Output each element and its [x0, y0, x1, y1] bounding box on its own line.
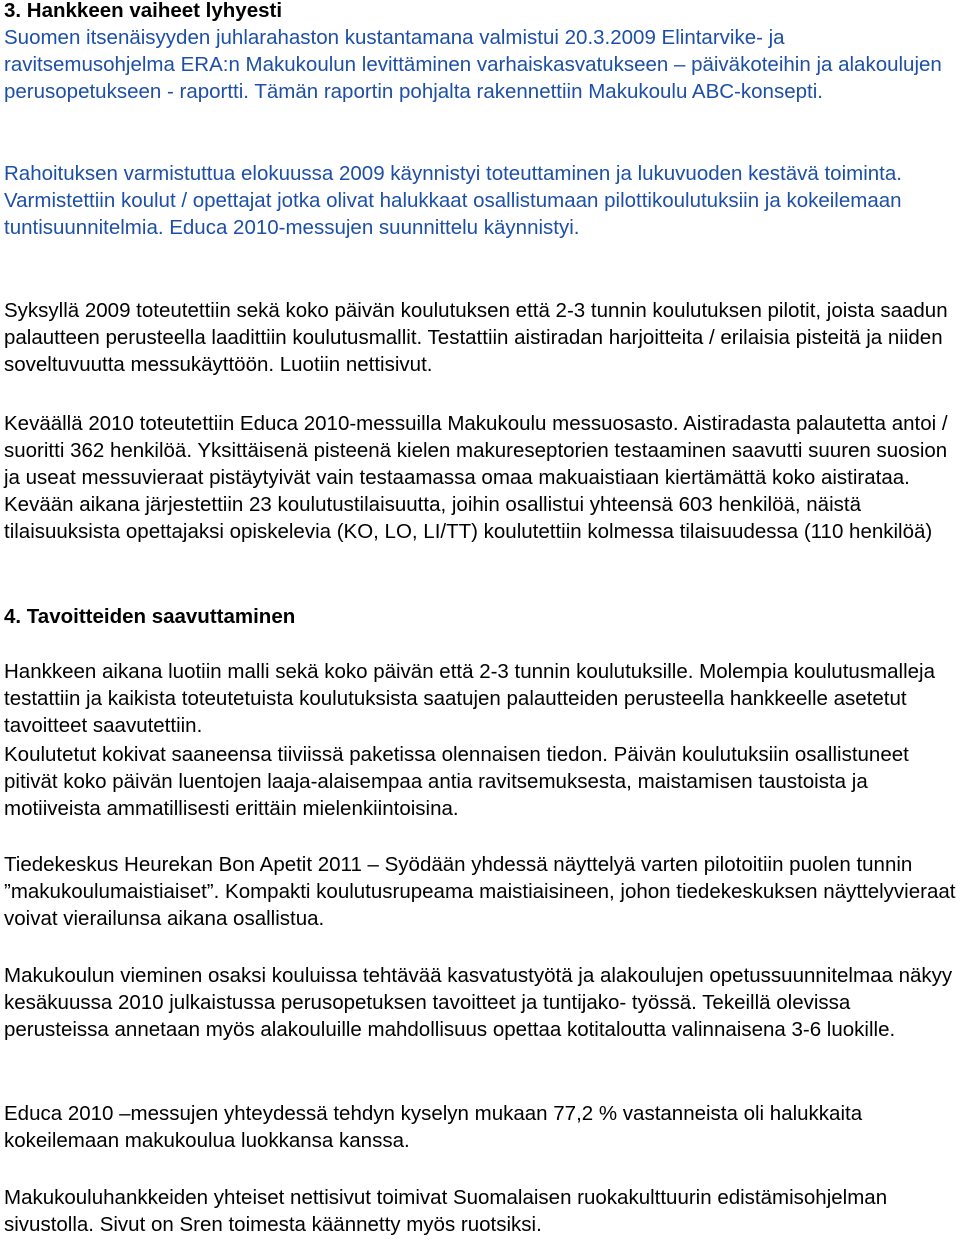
section-4-paragraph-6: Makukouluhankkeiden yhteiset nettisivut toimivat Suomalaisen ruokakulttuurin edistämisohjelman sivustolla. Sivut on Sren toimesta käännetty myös ruotsiksi.: [4, 1186, 888, 1236]
section-4-paragraph-4: Makukoulun vieminen osaksi kouluissa tehtävää kasvatustyötä ja alakoulujen opetussuunnitelmaa näkyy kesäkuussa 2010 julkaistussa perusopetuksen tavoitteet ja tuntijako- työssä. Tekeillä olevissa perusteissa annetaan myös alakouluille mahdollisuus opettaa kotitaloutta valinnaisena 3-6 luokille.: [4, 964, 953, 1041]
section-4-paragraph-3: Tiedekeskus Heurekan Bon Apetit 2011 – Syödään yhdessä näyttelyä varten pilotoitiin puolen tunnin ”makukoulumaistiaiset”. Kompakti koulutusrupeama maistiaisineen, johon tiedekeskuksen näyttelyvieraat voivat vierailunsa aikana osallistua.: [4, 853, 956, 930]
section-4-paragraph-5: Educa 2010 –messujen yhteydessä tehdyn kyselyn mukaan 77,2 % vastanneista oli halukkaita kokeilemaan makukoulua luokkansa kanssa.: [4, 1102, 863, 1152]
section-4-heading: 4. Tavoitteiden saavuttaminen: [4, 605, 296, 628]
section-4-paragraph-2: Koulutetut kokivat saaneensa tiiviissä paketissa olennaisen tiedon. Päivän koulutuksiin osallistuneet pitivät koko päivän luentojen laaja-alaisempaa antia ravitsemuksesta, maistamisen taustoista ja motiiveista ammatillisesti erittäin mielenkiintoisina.: [4, 743, 909, 820]
section-3-paragraph-2: Rahoituksen varmistuttua elokuussa 2009 käynnistyi toteuttaminen ja lukuvuoden kestävä toiminta. Varmistettiin koulut / opettajat jotka olivat halukkaat osallistumaan pilottikoulutuksiin ja kokeilemaan tuntisuunnitelmia. Educa 2010-messujen suunnittelu käynnistyi.: [4, 162, 902, 239]
section-3-paragraph-1: Suomen itsenäisyyden juhlarahaston kustantamana valmistui 20.3.2009 Elintarvike- ja ravitsemusohjelma ERA:n Makukoulun levittäminen varhaiskasvatukseen – päiväkoteihin ja alakoulujen perusopetukseen - raportti. Tämän raportin pohjalta rakennettiin Makukoulu ABC-konsepti.: [4, 26, 942, 103]
section-3-paragraph-4: Keväällä 2010 toteutettiin Educa 2010-messuilla Makukoulu messuosasto. Aistiradasta palautetta antoi / suoritti 362 henkilöä. Yksittäisenä pisteenä kielen makureseptorien testaaminen saavutti suuren suosion ja useat messuvieraat pistäytyivät vain testaamassa omaa makuaistiaan kiertämättä koko aistirataa. Kevään aikana järjestettiin 23 koulutustilaisuutta, joihin osallistui yhteensä 603 henkilöä, näistä tilaisuuksista opettajaksi opiskelevia (KO, LO, LI/TT) koulutettiin kolmessa tilaisuudessa (110 henkilöä): [4, 412, 948, 543]
section-4-paragraph-1: Hankkeen aikana luotiin malli sekä koko päivän että 2-3 tunnin koulutuksille. Molempia koulutusmalleja testattiin ja kaikista toteutetuista koulutuksista saatujen palautteiden perusteella hankkeelle asetetut tavoitteet saavutettiin.: [4, 660, 935, 737]
section-3-paragraph-3: Syksyllä 2009 toteutettiin sekä koko päivän koulutuksen että 2-3 tunnin koulutuksen pilotit, joista saadun palautteen perusteella laadittiin koulutusmallit. Testattiin aistiradan harjoitteita / erilaisia pisteitä ja niiden soveltuvuutta messukäyttöön. Luotiin nettisivut.: [4, 299, 948, 376]
section-3-heading: 3. Hankkeen vaiheet lyhyesti: [4, 0, 283, 22]
